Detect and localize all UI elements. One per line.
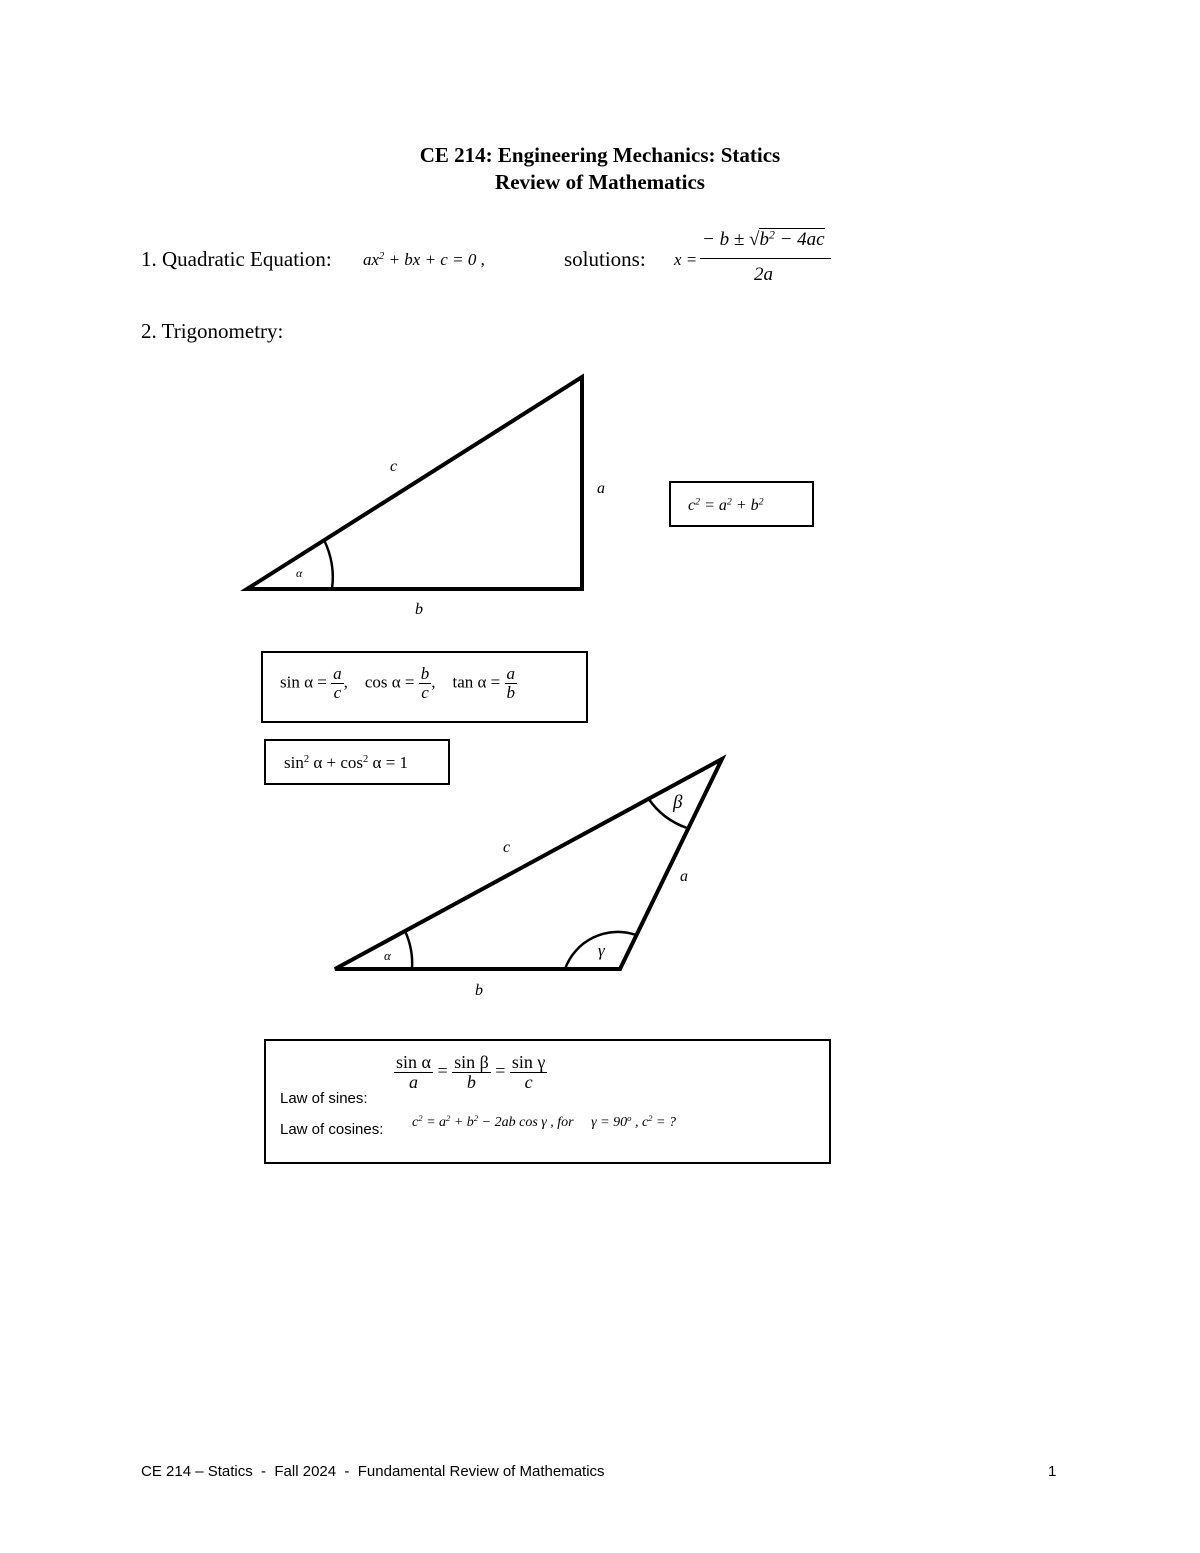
general-triangle-label-gamma: γ (598, 941, 605, 960)
law-of-sines-equation: $\frac{\text{sin α}}{a}$ = $\frac{\text{sin β}}{b}$ = $\frac{\text{sin γ}}{c}$ (396, 1052, 546, 1092)
law-of-sines-label: Law of sines: (280, 1090, 368, 1107)
general-triangle-label-beta: β (673, 792, 683, 813)
identity-box: $\sin^2 \alpha + \cos^2 \alpha = 1$ (264, 739, 450, 785)
pythagoras-box: $c^2 = a^2 + b^2$ (669, 481, 814, 527)
footer-text: CE 214 – Statics - Fall 2024 - Fundamental Review of Mathematics (141, 1463, 605, 1480)
general-triangle-label-a: a (680, 868, 688, 885)
page-number: 1 (1048, 1463, 1057, 1480)
general-triangle (335, 759, 722, 999)
right-triangle (247, 377, 605, 618)
trig-ratios-box: sin α = $\frac{a}{c}$ , cos α = $\frac{b}{c}$ , tan α = $\frac{a}{b}$ (261, 651, 588, 723)
right-triangle-angle-arc (324, 540, 333, 589)
section1-label: 1. Quadratic Equation: (141, 247, 332, 271)
document-title: CE 214: Engineering Mechanics: Statics (419, 143, 781, 167)
general-triangle-label-c: c (503, 839, 511, 856)
general-triangle-label-alpha: α (384, 948, 391, 963)
solution-lhs: x = (674, 250, 698, 269)
alpha-angle-arc (405, 931, 412, 969)
law-of-cosines-equation: $c^2 = a^2 + b^2 - 2ab$ cos γ , for $\gamma = 90^o$ , $c^2$ = ? (412, 1113, 676, 1130)
right-triangle-label-a: a (597, 480, 605, 497)
right-triangle-label-b: b (415, 601, 423, 618)
quadratic-equation: $ax^2$ + bx + c = 0 , (363, 250, 485, 269)
solutions-label: solutions: (564, 247, 646, 271)
general-triangle-label-b: b (475, 982, 483, 999)
law-of-cosines-label: Law of cosines: (280, 1121, 384, 1138)
solution-denominator: 2a (754, 264, 773, 285)
right-triangle-label-alpha: α (296, 566, 303, 580)
solution-numerator: − $b \pm √b^2 - 4ac$ (702, 228, 825, 250)
laws-box (264, 1039, 831, 1164)
document-subtitle: Review of Mathematics (495, 170, 705, 194)
section2-label: 2. Trigonometry: (141, 319, 284, 343)
right-triangle-label-c: c (390, 458, 398, 475)
